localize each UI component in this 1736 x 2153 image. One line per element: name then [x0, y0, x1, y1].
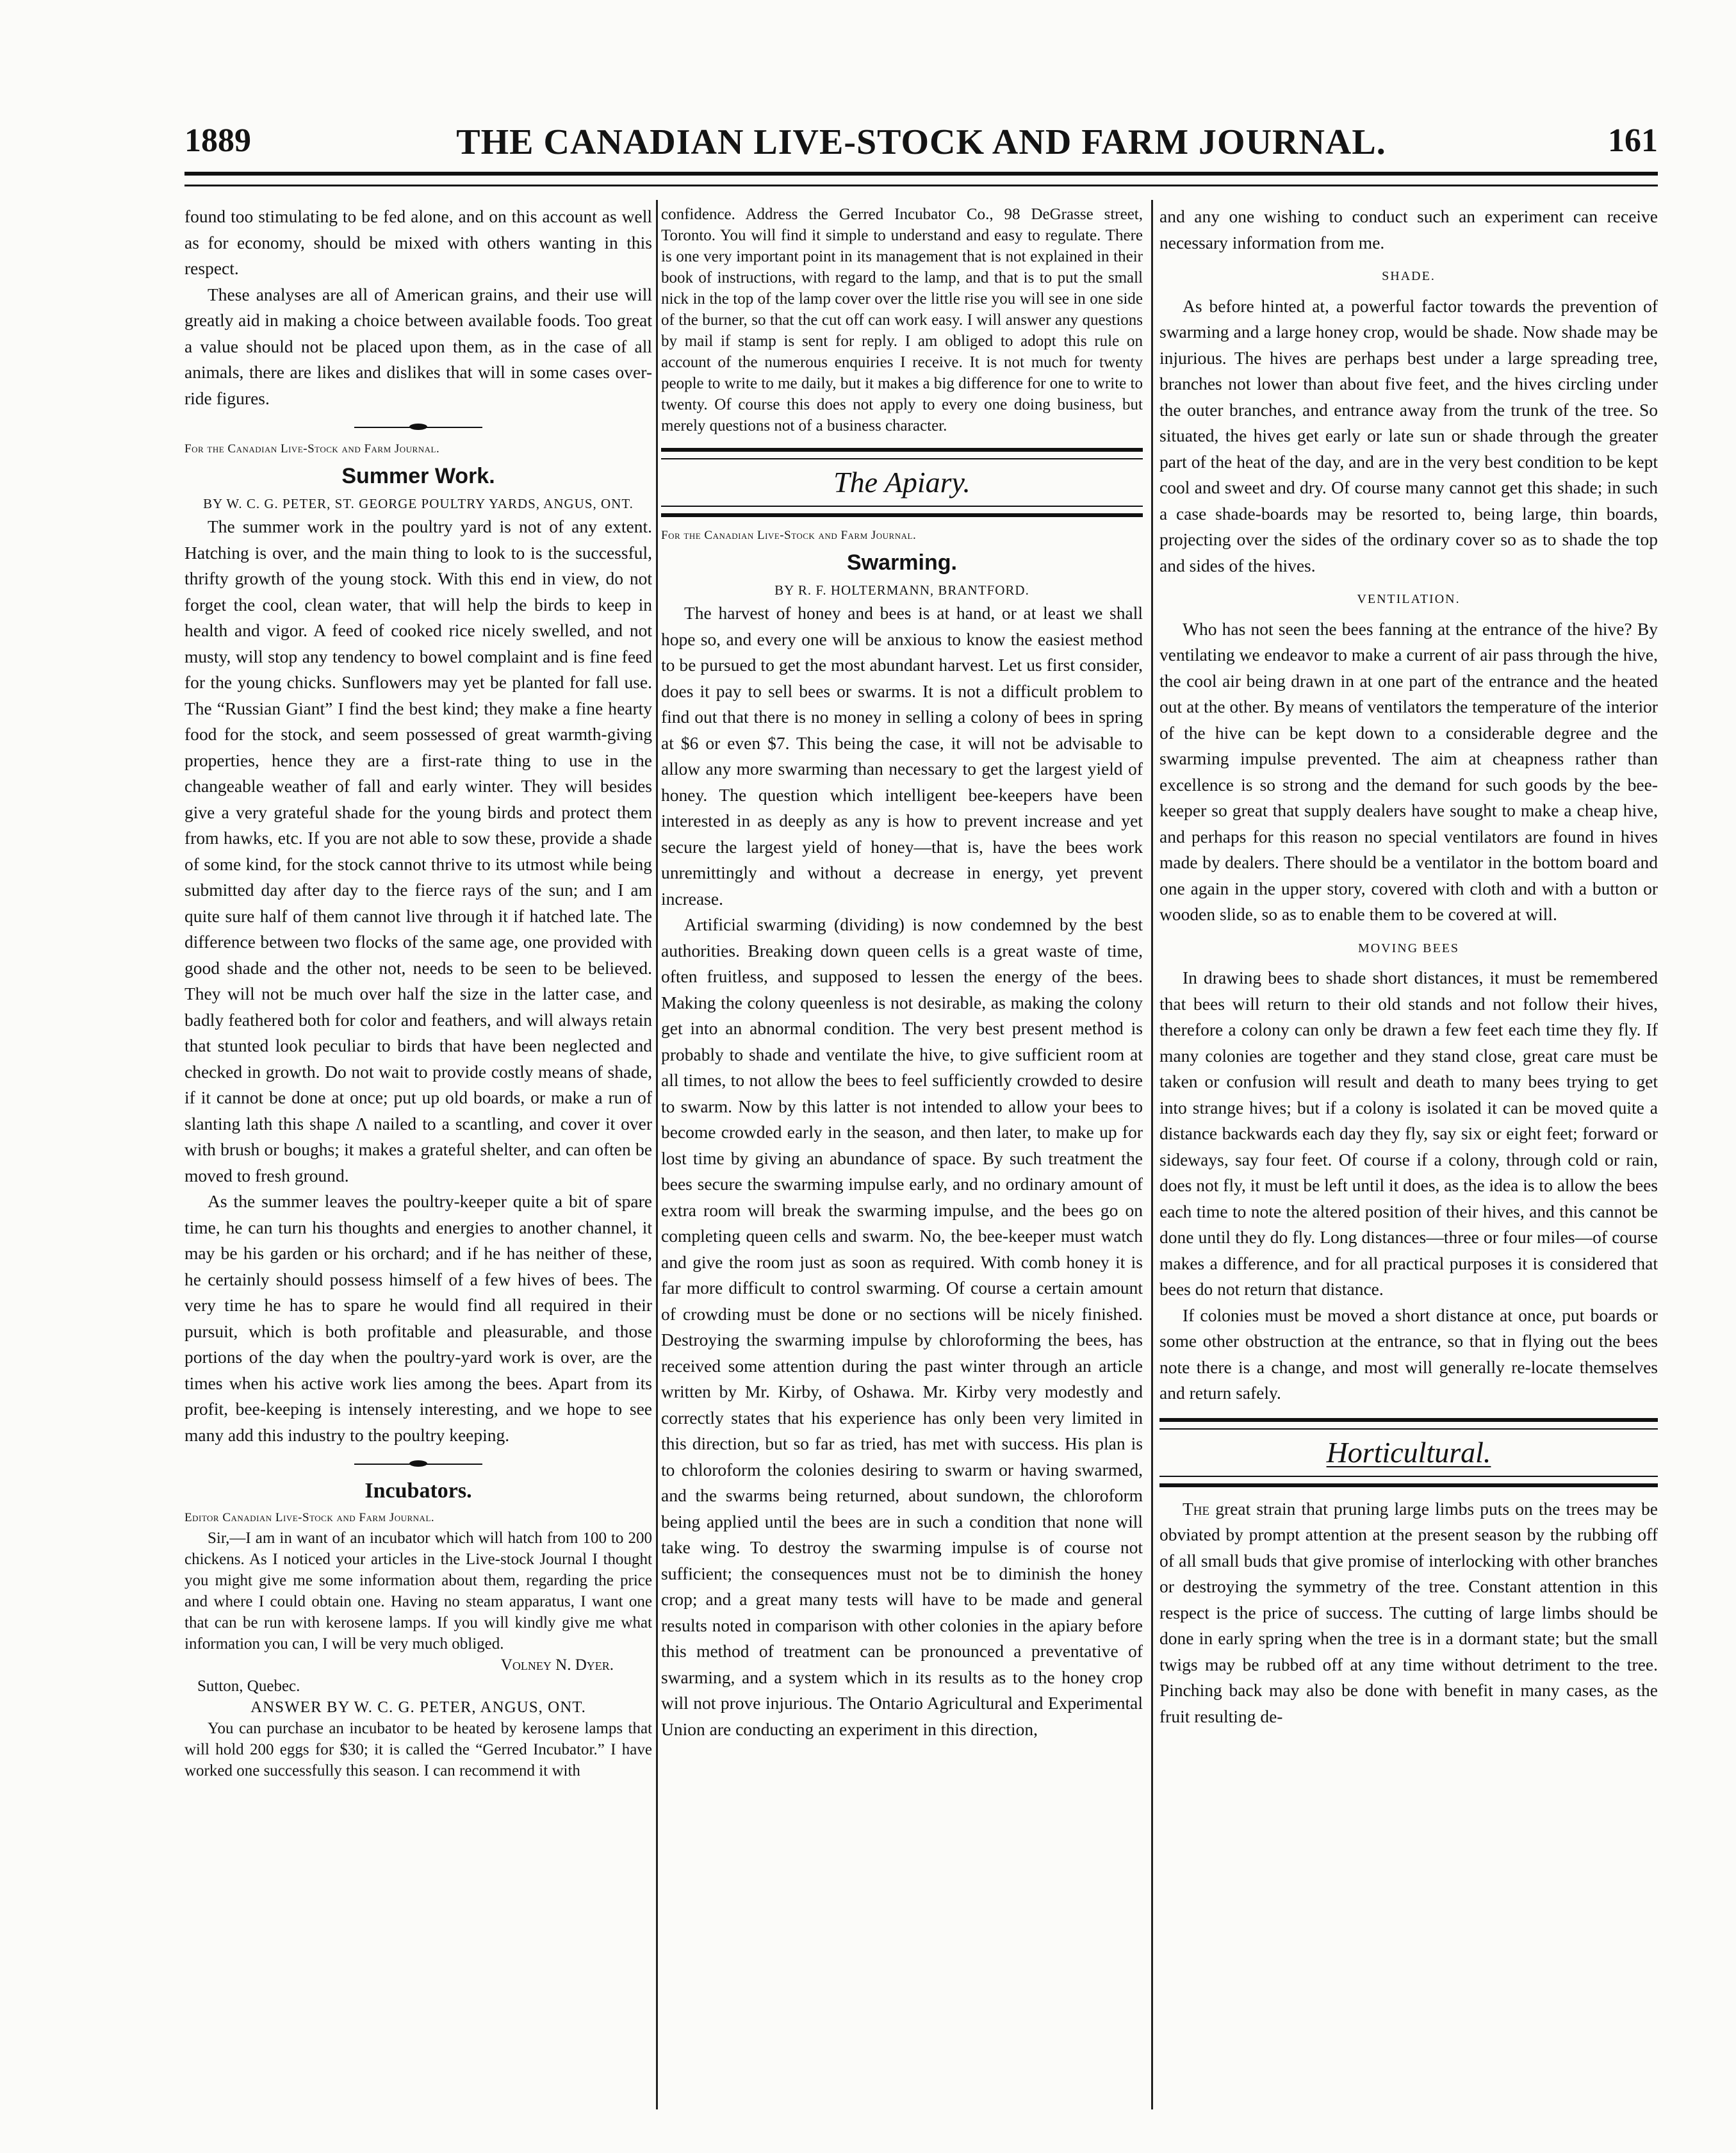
ornamental-divider	[354, 1464, 482, 1465]
ornamental-divider	[354, 427, 482, 428]
analyses-paragraph: These analyses are all of American grains, and their use will greatly aid in making a choice between available foods. Too great a value should not be placed upon them, as in the case of all animals, there are likes and dislikes that will in some cases over-ride figures.	[184, 284, 652, 408]
column-rule-2	[1151, 200, 1153, 2109]
answer-byline: ANSWER BY W. C. G. PETER, ANGUS, ONT.	[250, 1699, 586, 1716]
masthead	[184, 122, 1658, 167]
article-credit: For the Canadian Live-Stock and Farm Journal.	[184, 442, 440, 456]
letter-signature: Volney N. Dyer.	[500, 1656, 614, 1674]
article-byline: BY W. C. G. PETER, ST. GEORGE POULTRY YARDS, ANGUS, ONT.	[203, 496, 634, 511]
lead-word: The	[1183, 1498, 1210, 1519]
shade-paragraph: As before hinted at, a powerful factor towards the prevention of swarming and a large honey crop, would be shade. Now shade may be injurious. The hives are perhaps best under a large spreading tree, branches not lower than about five feet, and the hives circling under the outer branches, and entrance away from the trunk of the tree. So situated, the hives get early or late sun or shade through the greater part of the heat of the day, and are in the very best condition to be kept cool and sweet and dry. Of course many cannot get this shade; in such a case shade-boards may be resorted to, being large, thin boards, projecting over the sides of the ordinary cover so as to shade the top and sides of the hives.	[1159, 295, 1658, 575]
section-title: The Apiary.	[661, 458, 1143, 507]
article-byline: BY R. F. HOLTERMANN, BRANTFORD.	[774, 582, 1029, 598]
swarming-continued: and any one wishing to conduct such an experiment can receive necessary information from me.	[1159, 206, 1658, 252]
moving-bees-paragraph-1: In drawing bees to shade short distances, it must be remembered that bees will return to their old stands and not follow their hives, therefore a colony can only be drawn a few feet each time they fly. If many colonies are together and they stand close, great care must be taken or confusion will result and death to many bees trying to get into strange hives; but if a colony is isolated it can be moved quite a distance backwards each day they fly, say six or eight feet; forward or sideways, say four feet. Of course if a colony, through cold or rain, does not fly, it must be left until it does, as the idea is to allow the bees each time to note the altered position of their hives, and this cannot be done until they do fly. Long distances—three or four miles—of course makes a difference, and for all practical purposes it is considered that bees do not return that distance.	[1159, 968, 1658, 1299]
incubator-letter: Sir,—I am in want of an incubator which will hatch from 100 to 200 chickens. As I noticed your articles in the Live-stock Journal I thought you might give me some information about them, regarding the price and where I could obtain one. Having no steam apparatus, I want one that can be run with kerosene lamps. If you will kindly give me what information you can, I will be very much obliged.	[184, 1530, 652, 1653]
summer-work-paragraph-1: The summer work in the poultry yard is not of any extent. Hatching is over, and the main thing to look to is the successful, thrifty growth of the young stock. With this end in view, do not forget the cool, clean water, that will help the birds to keep in health and vigor. A feed of cooked rice nicely swelled, and not musty, will stop any tendency to bowel complaint and is fine feed for the young chicks. Sunflowers may yet be planted for fall use. The “Russian Giant” I find the best kind; they make a fine hearty food for the stock, and seem possessed of great warmth-giving properties, hence they are a first-rate thing to use in the changeable weather of fall and early winter. They will besides give a very grateful shade for the young birds and protect them from hawks, etc. If you are not able to sow these, provide a shade of some kind, for the stock cannot thrive to its utmost while being submitted day after day to the fierce rays of the sun; and I am quite sure half of them cannot live through it if hatched late. The difference between two flocks of the same age, one provided with good shade and the other not, needs to be seen to be believed. They will not be much over half the size in the latter case, and badly feathered both for color and feathers, and will always retain that stunted look peculiar to birds that have been neglected and checked in growth. Do not wait to provide costly means of shade, if it cannot be done at once; put up old boards, or make a run of slanting lath this shape Λ nailed to a scantling, and cover it over with brush or boughs; it makes a grateful shelter, and can often be moved to fresh ground.	[184, 516, 652, 1185]
horticultural-paragraph: The great strain that pruning large limbs puts on the trees may be obviated by prompt attention at the present season by the rubbing off of all small buds that give promise of interlocking with other branches or destroying the symmetry of the tree. Constant attention in this respect is the price of success. The cutting of large limbs should be done in early spring when the tree is in a dormant state; but the small twigs may be rubbed off at any time without detriment to the tree. Pinching back may also be done with benefit in many cases, as the fruit resulting de-	[1159, 1498, 1658, 1726]
article-credit: For the Canadian Live-Stock and Farm Journal.	[661, 529, 917, 542]
page-number: 161	[1608, 122, 1658, 159]
swarming-paragraph-1: The harvest of honey and bees is at hand, or at least we shall hope so, and every one will be anxious to know the easiest method to be pursued to get the most abundant harvest. Let us first consider, does it pay to sell bees or swarms. It is not a difficult problem to find out that there is no money in selling a colony of bees in spring at $6 or even $7. This being the case, it will not be advisable to allow any more swarming than necessary to get the largest yield of honey. The question which intelligent bee-keepers have been interested in as deeply as any is how to prevent increase and yet secure the largest yield of honey—that is, have the bees work unremittingly and without a decrease in energy, yet prevent increase.	[661, 603, 1143, 909]
letter-credit: Editor Canadian Live-Stock and Farm Journal.	[184, 1511, 435, 1524]
journal-title: THE CANADIAN LIVE-STOCK AND FARM JOURNAL.	[456, 122, 1386, 162]
article-title-summer-work: Summer Work.	[341, 464, 495, 488]
moving-bees-paragraph-2: If colonies must be moved a short distance at once, put boards or some other obstruction at the entrance, so that in flying out the bees note there is a change, and most will generally re-locate themselves and return safely.	[1159, 1305, 1658, 1403]
subhead-ventilation: VENTILATION.	[1357, 592, 1461, 606]
subhead-moving-bees: MOVING BEES	[1357, 941, 1460, 955]
summer-work-paragraph-2: As the summer leaves the poultry-keeper quite a bit of spare time, he can turn his thoughts and energies to another channel, it may be his garden or his orchard; and if he has neither of these, he certainly should possess himself of a few hives of bees. The very time he has to spare he would find all required in their pursuit, which is both profitable and pleasurable, and those portions of the day when the poultry-yard work is over, are the times when his active work lies among the bees. Apart from its profit, bee-keeping is intensely interesting, and we hope to see many add this industry to the poultry keeping.	[184, 1191, 652, 1445]
article-title-swarming: Swarming.	[847, 550, 957, 575]
column-1	[184, 204, 652, 2100]
column-3	[1159, 204, 1658, 2100]
swarming-paragraph-2: Artificial swarming (dividing) is now condemned by the best authorities. Breaking down queen cells is a great waste of time, often fruitless, and supposed to lessen the energy of the bees. Making the colony queenless is not desirable, as making the colony get into an abnormal condition. The very best present method is probably to shade and ventilate the hive, to give sufficient room at all times, to not allow the bees to feel sufficiently crowded to desire to swarm. Now by this latter is not intended to allow your bees to become crowded early in the season, and then later, to make up for lost time by giving an abundance of space. By such treatment the bees secure the swarming impulse early, and no ordinary amount of extra room will break the swarming impulse, and the bees go on completing queen cells and swarm. No, the bee-keeper must watch and give the room just as soon as required. With comb honey it is far more difficult to control swarming. Of course a certain amount of crowding must be done or no sections will be nicely finished. Destroying the swarming impulse by chloroforming the bees, has received some attention during the past winter through an article written by Mr. Kirby, of Oshawa. Mr. Kirby very modestly and correctly states that his experience has only been very limited in this direction, but so far as tried, has met with success. His plan is to chloroform the colonies desiring to swarm or having swarmed, and the swarms being returned, about sundown, the chloroform being applied until the bees are in such a condition that none will take wing. To destroy the swarming impulse is of course not sufficient; the consequences must not be to diminish the honey crop; and a great many tests will have to be made and general results noted in comparison with other colonies in the apiary before this method of treatment can be pronounced a preventative of swarming, and a system which in its results as to the honey crop will not prove injurious. The Ontario Agricultural and Experimental Union are conducting an experiment in this direction,	[661, 914, 1143, 1739]
section-title: Horticultural.	[1159, 1428, 1658, 1477]
ventilation-paragraph: Who has not seen the bees fanning at the entrance of the hive? By ventilating we endeavor to make a current of air pass through the hive, the cool air being drawn in at one part of the entrance and the heated out at the other. By means of ventilators the temperature of the interior of the hive can be kept down to a considerable degree and the swarming impulse prevented. The aim at cheapness rather than excellence is so strong and the demand for such goods by the bee-keeper so great that supply dealers have sought to make a cheap hive, and perhaps for this reason no special ventilators are found in hives made by dealers. There should be a ventilator in the bottom board and one again in the upper story, covered with cloth and with a button or wooden slide, so as to enable them to be covered at will.	[1159, 618, 1658, 924]
section-header-horticultural	[1159, 1418, 1658, 1487]
continued-paragraph: found too stimulating to be fed alone, and on this account as well as for economy, should be mixed with others wanting in this respect.	[184, 206, 652, 278]
column-rule-1	[656, 200, 658, 2109]
header-year: 1889	[184, 122, 251, 159]
column-2	[661, 204, 1143, 2100]
answer-continued: confidence. Address the Gerred Incubator Co., 98 DeGrasse street, Toronto. You will find it simple to understand and easy to regulate. There is one very important point in its management that is not explained in their book of instructions, with regard to the lamp, and that is to put the small nick in the top of the lamp cover over the little rise you will see in one side of the burner, so that the cut off can work easy. I will answer any questions by mail if stamp is sent for reply. I am obliged to adopt this rule on account of the numerous enquiries I receive. It is not much for twenty people to write to me daily, but it makes a big difference for one to write to twenty. Of course this does not apply to every one doing business, but merely questions not of a business character.	[661, 206, 1143, 434]
header-rule	[184, 172, 1658, 186]
section-header-apiary	[661, 448, 1143, 517]
article-title-incubators: Incubators.	[364, 1479, 472, 1503]
incubator-answer: You can purchase an incubator to be heated by kerosene lamps that will hold 200 eggs for $30; it is called the “Gerred Incubator.” I have worked one successfully this season. I can recommend it with	[184, 1720, 652, 1779]
subhead-shade: SHADE.	[1382, 269, 1436, 283]
letter-place: Sutton, Quebec.	[197, 1678, 300, 1695]
